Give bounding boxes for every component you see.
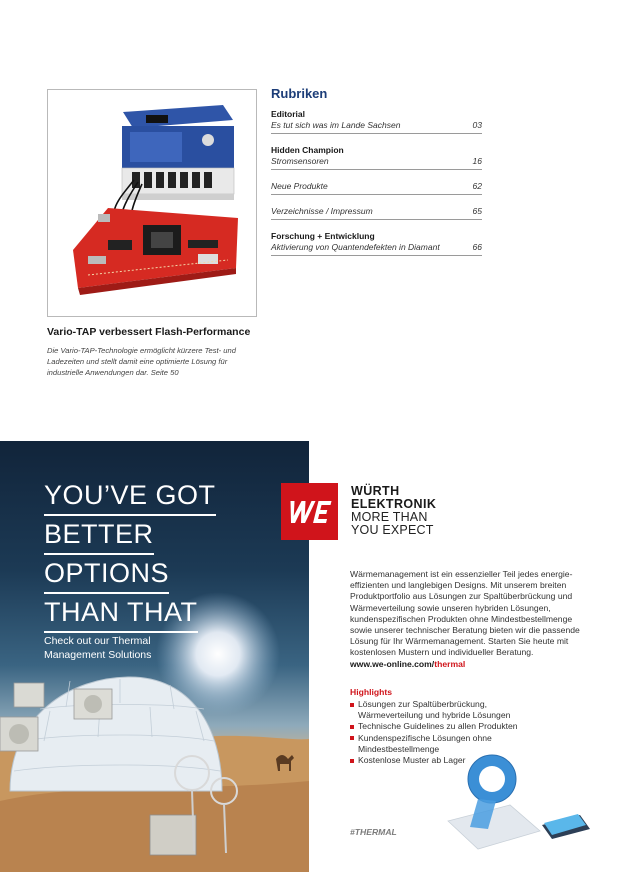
thermal-tape-product-image (440, 743, 590, 853)
toc-entry-head: Forschung + Entwicklung (271, 231, 375, 241)
toc-entry-title: Es tut sich was im Lande Sachsen (271, 120, 401, 130)
ad-hashtag: #THERMAL (350, 827, 397, 837)
fpga-board-with-blue-device-photo (48, 90, 257, 317)
toc-entry-page: 65 (472, 206, 482, 216)
ad-url-suffix: thermal (434, 658, 466, 669)
toc-entry[interactable] (271, 179, 482, 195)
brand-name-line-2: ELEKTRONIK (351, 497, 437, 511)
brand-tagline-line-2: YOU EXPECT (351, 522, 434, 537)
wuerth-advertisement (0, 441, 617, 872)
ad-body (350, 569, 590, 670)
ad-body-text: Wärmemanagement ist ein essenzieller Teil jedes energie-effizienten und langlebigen Designs. Mit unserem breiten Produktportfolio aus Lösungen zur Spaltüberbrückung und Wärmeverteilung sowie unseren hybriden Lösungen, kundenspezifischen Produkten ohne Mindestbestellmenge sowie unserer technischer Beratung bieten wir die passende Lösung für Ihr Wärmemanagement. Starten Sie heute mit kostenlosen Mustern und individueller Beratung. (350, 569, 580, 658)
ad-headline-line: THAN THAT (44, 594, 198, 633)
we-logo-icon (281, 483, 338, 540)
ad-url-prefix: www.we-online.com/ (350, 658, 435, 669)
toc-entry-page: 62 (472, 181, 482, 191)
ad-headline-line: YOU’VE GOT (44, 477, 216, 516)
toc-entry[interactable] (271, 107, 482, 134)
ad-url-link[interactable] (350, 659, 590, 670)
highlight-item: Lösungen zur Spaltüberbrückung, Wärmeverteilung und hybride Lösungen (350, 699, 550, 721)
highlight-item: Kundenspezifische Lösungen ohne Mindestbestellmenge (350, 733, 550, 755)
toc-entry-title: Verzeichnisse / Impressum (271, 206, 373, 216)
toc-entry-title: Aktivierung von Quantendefekten in Diamant (271, 242, 440, 252)
highlight-item: Technische Guidelines zu allen Produkten (350, 721, 550, 732)
ad-headline-line: OPTIONS (44, 555, 169, 594)
ad-headline (44, 477, 216, 633)
ad-subline-1: Check out our Thermal (44, 635, 151, 647)
highlights-title: Highlights (350, 687, 393, 697)
ad-headline-line: BETTER (44, 516, 154, 555)
toc-entry[interactable] (271, 204, 482, 220)
article-caption-text: Die Vario-TAP-Technologie ermöglicht kürzere Test- und Ladezeiten und stellt damit eine optimierte Lösung für industrielle Anwendungen dar. Seite 50 (47, 346, 236, 377)
ad-subline (44, 634, 244, 662)
toc-entry-head: Editorial (271, 109, 306, 119)
toc-entry-page: 16 (472, 156, 482, 166)
toc-entry-title: Neue Produkte (271, 181, 328, 191)
article-photo (47, 89, 257, 317)
toc-entry-head: Hidden Champion (271, 145, 344, 155)
toc-entry[interactable] (271, 143, 482, 170)
table-of-contents (271, 86, 482, 265)
highlight-item: Kostenlose Muster ab Lager (350, 755, 550, 766)
toc-entry-page: 66 (472, 242, 482, 252)
toc-entry[interactable] (271, 229, 482, 256)
toc-entry-page: 03 (472, 120, 482, 130)
article-caption-title: Vario-TAP verbessert Flash-Performance (47, 326, 251, 338)
toc-entry-title: Stromsensoren (271, 156, 329, 166)
ad-subline-2: Management Solutions (44, 649, 152, 661)
toc-title: Rubriken (271, 86, 328, 101)
brand-name-line-1: WÜRTH (351, 484, 400, 498)
ad-igloo-desert-image (0, 441, 309, 872)
brand-tagline-line-1: MORE THAN (351, 510, 428, 524)
brand-block (351, 485, 436, 536)
